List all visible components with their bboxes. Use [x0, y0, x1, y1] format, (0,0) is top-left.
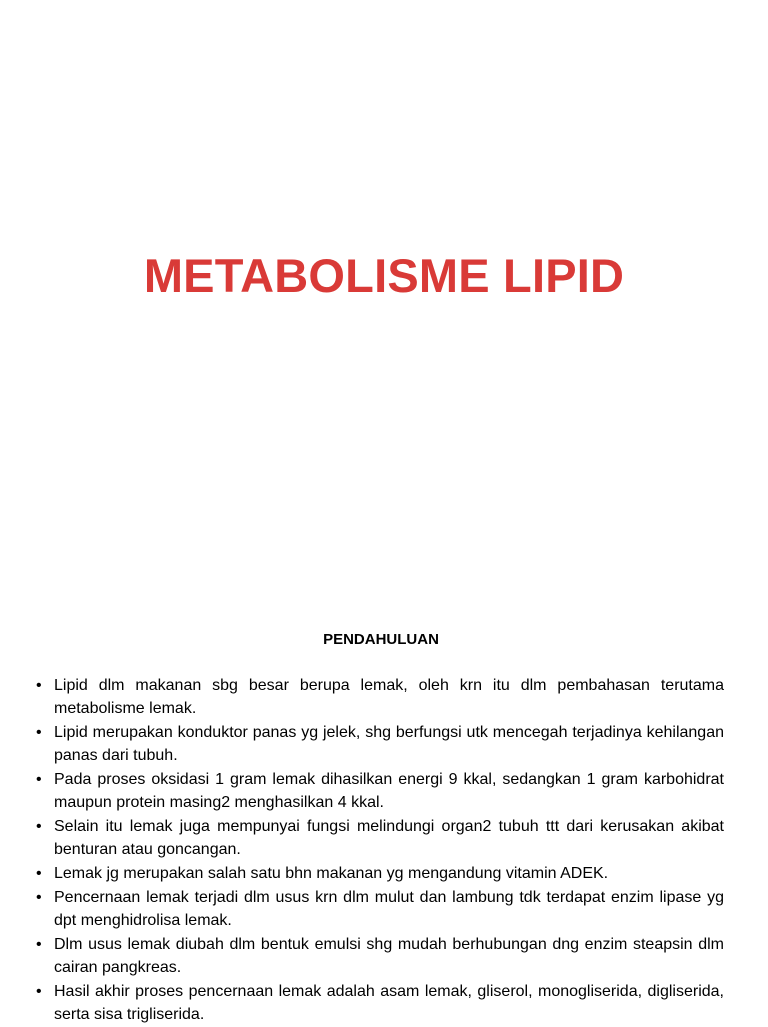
bullet-text: Lemak jg merupakan salah satu bhn makanan yg mengandung vitamin ADEK. [54, 865, 609, 882]
bullet-item [34, 886, 724, 932]
bullet-dot: • [36, 936, 42, 953]
bullet-text: Lipid dlm makanan sbg besar berupa lemak, oleh krn itu dlm pembahasan terutama metabolisme lemak. [54, 677, 724, 717]
bullet-item [34, 980, 724, 1026]
bullet-dot: • [36, 771, 42, 788]
bullet-list [34, 674, 724, 1027]
bullet-text: Lipid merupakan konduktor panas yg jelek, shg berfungsi utk mencegah terjadinya kehilangan panas dari tubuh. [54, 724, 724, 764]
bullet-dot: • [36, 983, 42, 1000]
bullet-text: Pencernaan lemak terjadi dlm usus krn dlm mulut dan lambung tdk terdapat enzim lipase yg dpt menghidrolisa lemak. [54, 889, 724, 929]
bullet-text: Dlm usus lemak diubah dlm bentuk emulsi shg mudah berhubungan dng enzim steapsin dlm cairan pangkreas. [54, 936, 724, 976]
bullet-item [34, 721, 724, 767]
slide-title: METABOLISME LIPID [143, 249, 625, 302]
bullet-item [34, 815, 724, 861]
bullet-dot: • [36, 818, 42, 835]
bullet-dot: • [36, 889, 42, 906]
bullet-item [34, 674, 724, 720]
section-heading: PENDAHULUAN [323, 631, 439, 648]
bullet-text: Selain itu lemak juga mempunyai fungsi melindungi organ2 tubuh ttt dari kerusakan akibat benturan atau goncangan. [54, 818, 724, 858]
bullet-dot: • [36, 865, 42, 882]
bullet-dot: • [36, 724, 42, 741]
bullet-text: Pada proses oksidasi 1 gram lemak dihasilkan energi 9 kkal, sedangkan 1 gram karbohidrat maupun protein masing2 menghasilkan 4 kkal. [54, 771, 724, 811]
bullet-item [34, 768, 724, 814]
bullet-item [34, 933, 724, 979]
bullet-text: Hasil akhir proses pencernaan lemak adalah asam lemak, gliserol, monogliserida, digliserida, serta sisa trigliserida. [54, 983, 724, 1023]
bullet-dot: • [36, 677, 42, 694]
bullet-item [34, 862, 724, 885]
